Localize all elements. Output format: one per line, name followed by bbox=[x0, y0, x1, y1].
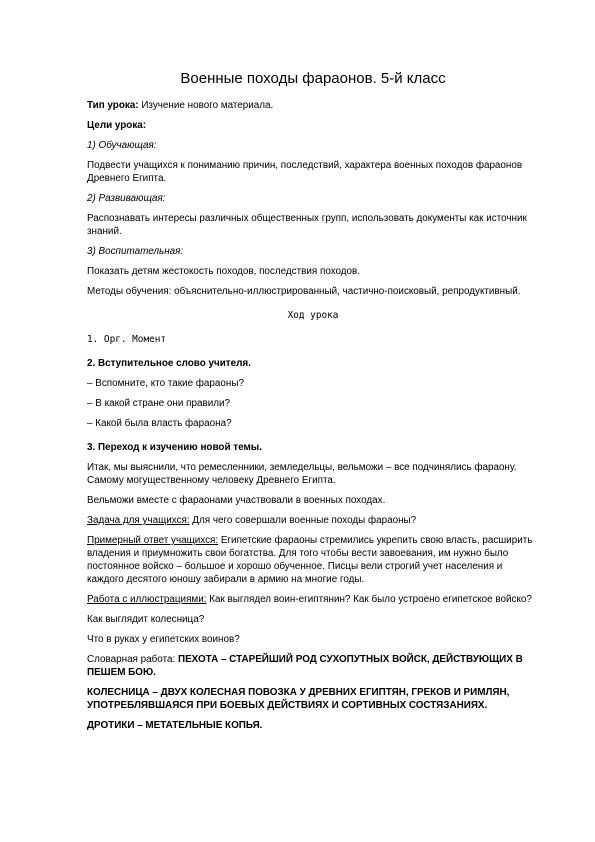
step1: 1. Орг. Момент bbox=[87, 334, 167, 345]
answer-label: Примерный ответ учащихся: bbox=[87, 535, 219, 546]
vocab-pehota: ПЕХОТА – СТАРЕЙШИЙ РОД СУХОПУТНЫХ ВОЙСК, ДЕЙСТВУЮЩИХ В ПЕШЕМ БОЮ. bbox=[87, 654, 523, 678]
illustrations-paragraph bbox=[87, 593, 539, 606]
goal2-text: Распознавать интересы различных общественных групп, использовать документы как источник знаний. bbox=[87, 213, 527, 237]
lesson-type bbox=[87, 99, 539, 112]
vocab-kolesnitsa: КОЛЕСНИЦА – ДВУХ КОЛЕСНАЯ ПОВОЗКА У ДРЕВНИХ ЕГИПТЯН, ГРЕКОВ И РИМЛЯН, УПОТРЕБЛЯВШАЯСЯ ПРИ БОЕВЫХ ДЕЙСТВИЯХ И СОРТИВНЫХ СОСТЯЗАНИЯХ. bbox=[87, 687, 510, 711]
task-label: Задача для учащихся: bbox=[87, 515, 190, 526]
illustrations-text: Как выглядел воин-египтянин? Как было устроено египетское войско? bbox=[206, 594, 532, 605]
paragraph-itak: Итак, мы выяснили, что ремесленники, земледельцы, вельможи – все подчинялись фараону. Самому могущественному человеку Древнего Египта. bbox=[87, 462, 517, 486]
lesson-type-value: Изучение нового материала. bbox=[138, 100, 274, 111]
answer-text: Египетские фараоны стремились укрепить свою власть, расширить владения и приумножить свои богатства. Для того чтобы вести завоевания, им нужно было постоянное войско – большое и хорошо обученное. Писцы вели строгий учет населения и каждого десятого юношу забирали в армию на многие годы. bbox=[87, 535, 533, 585]
illustrations-label: Работа с иллюстрациями: bbox=[87, 594, 207, 605]
vocabulary-paragraph bbox=[87, 653, 539, 679]
task-text: Для чего совершали военные походы фараоны? bbox=[189, 515, 417, 526]
task-paragraph bbox=[87, 514, 539, 527]
question-3: – Какой была власть фараона? bbox=[87, 418, 232, 429]
question-chariot: Как выглядит колесница? bbox=[87, 614, 205, 625]
step2-heading: 2. Вступительное слово учителя. bbox=[87, 358, 251, 369]
step3-heading: 3. Переход к изучению новой темы. bbox=[87, 442, 262, 453]
paragraph-velmozhi: Вельможи вместе с фараонами участвовали в военных походах. bbox=[87, 495, 386, 506]
question-hands: Что в руках у египетских воинов? bbox=[87, 634, 240, 645]
methods-text: Методы обучения: объяснительно-иллюстрированный, частично-поисковый, репродуктивный. bbox=[87, 286, 521, 297]
vocab-drotiki: ДРОТИКИ – МЕТАТЕЛЬНЫЕ КОПЬЯ. bbox=[87, 720, 263, 731]
answer-paragraph bbox=[87, 534, 539, 586]
course-heading: Ход урока bbox=[287, 310, 339, 321]
goal2-heading: 2) Развивающая: bbox=[87, 193, 166, 204]
goal1-text: Подвести учащихся к пониманию причин, последствий, характера военных походов фараонов Древнего Египта. bbox=[87, 160, 523, 184]
question-2: – В какой стране они правили? bbox=[87, 398, 230, 409]
goal3-text: Показать детям жестокость походов, последствия походов. bbox=[87, 266, 361, 277]
goal3-heading: 3) Воспитательная: bbox=[87, 246, 184, 257]
goals-heading: Цели урока: bbox=[87, 120, 147, 131]
vocabulary-label: Словарная работа: bbox=[87, 654, 178, 665]
page-title: Военные походы фараонов. 5-й класс bbox=[180, 70, 446, 87]
lesson-type-label: Тип урока: bbox=[87, 100, 139, 111]
goal1-heading: 1) Обучающая: bbox=[87, 140, 157, 151]
question-1: – Вспомните, кто такие фараоны? bbox=[87, 378, 244, 389]
